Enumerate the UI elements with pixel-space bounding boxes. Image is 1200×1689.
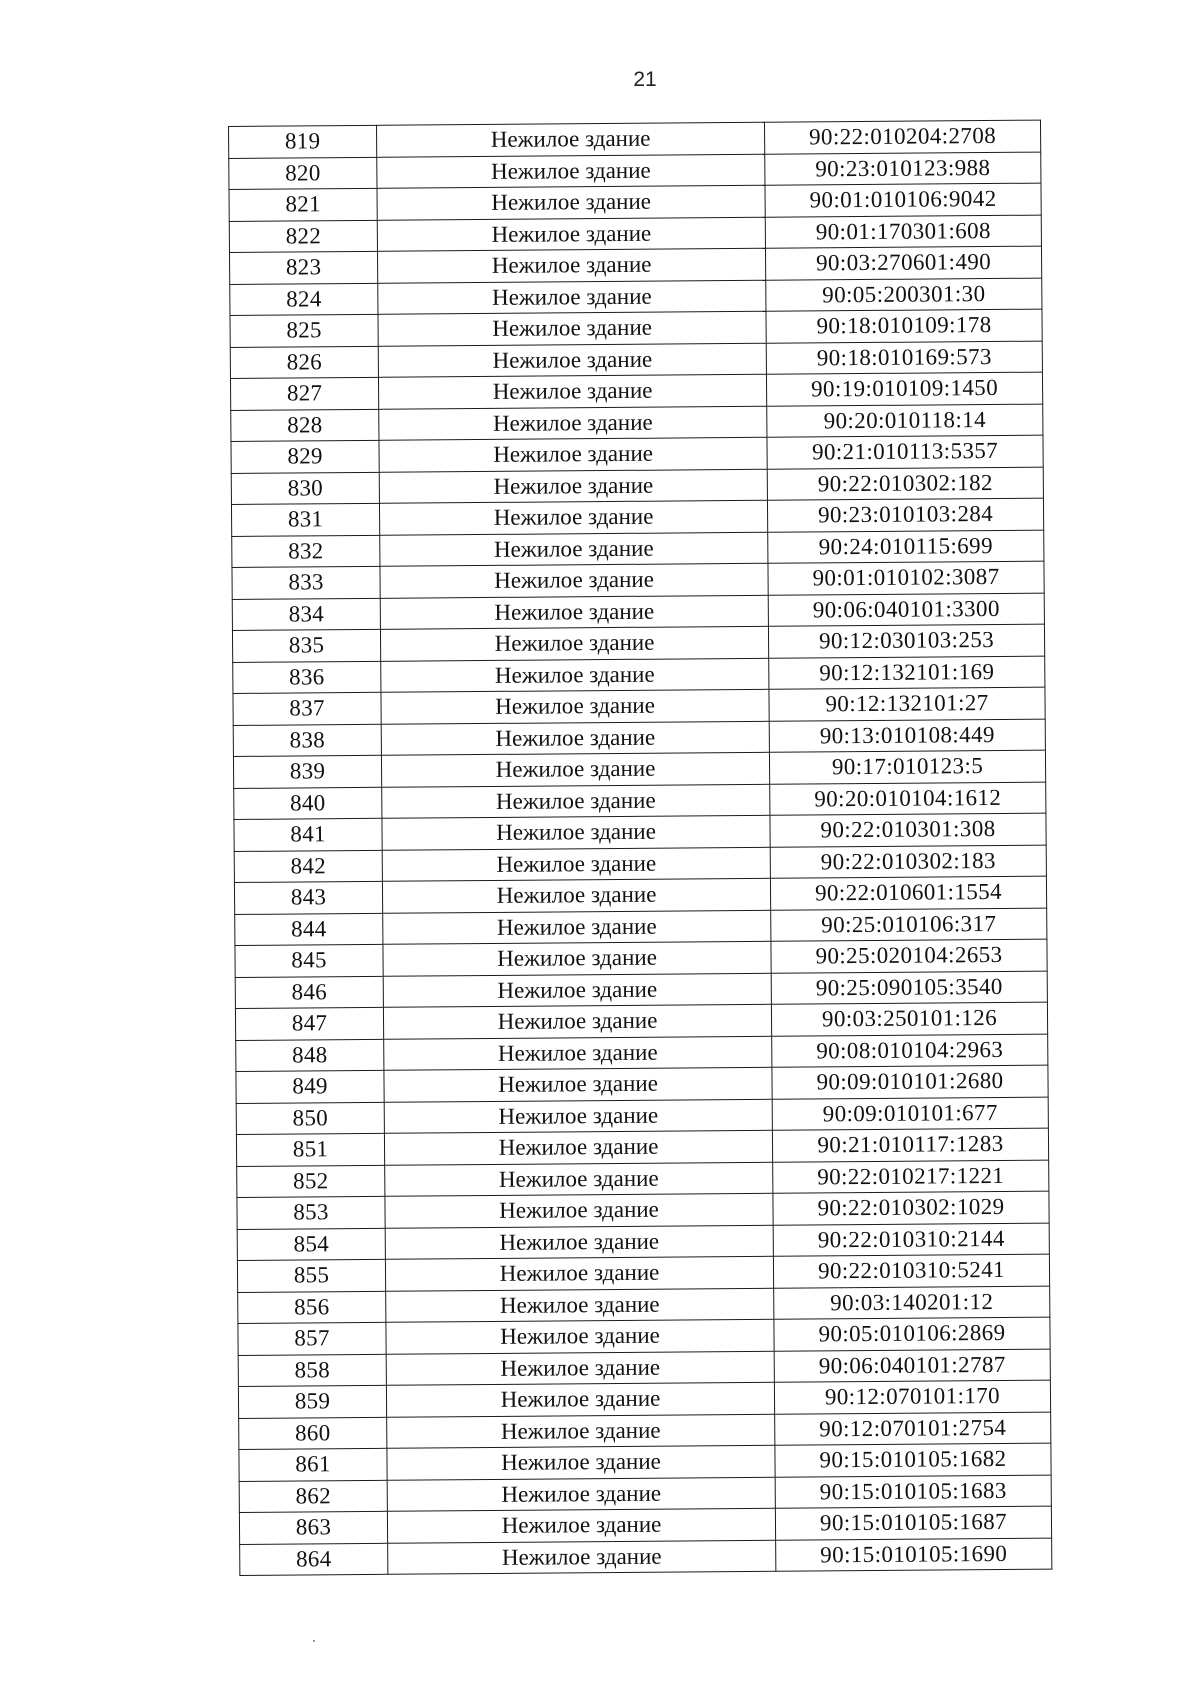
object-type-cell: Нежилое здание: [379, 500, 767, 535]
object-type-cell: Нежилое здание: [382, 784, 770, 819]
object-type-cell: Нежилое здание: [378, 280, 766, 315]
row-number-cell: 861: [239, 1448, 387, 1481]
row-number-cell: 835: [232, 629, 380, 662]
cadastral-number-cell: 90:03:140201:12: [774, 1286, 1050, 1320]
row-number-cell: 822: [229, 220, 377, 253]
cadastral-number-cell: 90:20:010104:1612: [770, 782, 1046, 816]
object-type-cell: Нежилое здание: [385, 1193, 773, 1228]
cadastral-number-cell: 90:12:030103:253: [768, 624, 1044, 658]
row-number-cell: 856: [238, 1291, 386, 1324]
registry-table-body: [229, 120, 1052, 1575]
row-number-cell: 834: [232, 598, 380, 631]
object-type-cell: Нежилое здание: [377, 185, 765, 220]
object-type-cell: Нежилое здание: [377, 154, 765, 189]
row-number-cell: 849: [236, 1070, 384, 1103]
object-type-cell: Нежилое здание: [381, 721, 769, 756]
cadastral-number-cell: 90:18:010169:573: [766, 341, 1042, 375]
scan-speck: [313, 1640, 315, 1642]
object-type-cell: Нежилое здание: [380, 626, 768, 661]
object-type-cell: Нежилое здание: [383, 910, 771, 945]
object-type-cell: Нежилое здание: [382, 847, 770, 882]
row-number-cell: 819: [229, 125, 377, 158]
row-number-cell: 830: [231, 472, 379, 505]
row-number-cell: 854: [237, 1228, 385, 1261]
object-type-cell: Нежилое здание: [386, 1382, 774, 1417]
object-type-cell: Нежилое здание: [387, 1445, 775, 1480]
cadastral-number-cell: 90:22:010310:2144: [773, 1223, 1049, 1257]
cadastral-number-cell: 90:05:010106:2869: [774, 1317, 1050, 1351]
row-number-cell: 820: [229, 157, 377, 190]
object-type-cell: Нежилое здание: [384, 1099, 772, 1134]
cadastral-number-cell: 90:19:010109:1450: [766, 372, 1042, 406]
cadastral-number-cell: 90:22:010310:5241: [773, 1254, 1049, 1288]
cadastral-number-cell: 90:22:010302:1029: [773, 1191, 1049, 1225]
cadastral-number-cell: 90:15:010105:1683: [775, 1475, 1051, 1509]
row-number-cell: 846: [235, 976, 383, 1009]
object-type-cell: Нежилое здание: [386, 1351, 774, 1386]
row-number-cell: 843: [234, 881, 382, 914]
cadastral-number-cell: 90:06:040101:2787: [774, 1349, 1050, 1383]
cadastral-number-cell: 90:15:010105:1687: [775, 1506, 1051, 1540]
row-number-cell: 823: [229, 251, 377, 284]
cadastral-number-cell: 90:22:010204:2708: [764, 120, 1040, 154]
cadastral-number-cell: 90:24:010115:699: [768, 530, 1044, 564]
row-number-cell: 852: [237, 1165, 385, 1198]
object-type-cell: Нежилое здание: [377, 217, 765, 252]
object-type-cell: Нежилое здание: [382, 815, 770, 850]
object-type-cell: Нежилое здание: [385, 1225, 773, 1260]
cadastral-number-cell: 90:09:010101:677: [772, 1097, 1048, 1131]
row-number-cell: 863: [239, 1511, 387, 1544]
row-number-cell: 840: [234, 787, 382, 820]
cadastral-number-cell: 90:12:132101:27: [769, 687, 1045, 721]
object-type-cell: Нежилое здание: [381, 689, 769, 724]
row-number-cell: 844: [235, 913, 383, 946]
object-type-cell: Нежилое здание: [378, 343, 766, 378]
cadastral-number-cell: 90:09:010101:2680: [772, 1065, 1048, 1099]
cadastral-number-cell: 90:23:010123:988: [765, 152, 1041, 186]
row-number-cell: 824: [230, 283, 378, 316]
cadastral-number-cell: 90:15:010105:1682: [775, 1443, 1051, 1477]
object-type-cell: Нежилое здание: [378, 311, 766, 346]
cadastral-number-cell: 90:18:010109:178: [766, 309, 1042, 343]
cadastral-number-cell: 90:21:010113:5357: [767, 435, 1043, 469]
row-number-cell: 839: [233, 755, 381, 788]
cadastral-number-cell: 90:22:010302:182: [767, 467, 1043, 501]
row-number-cell: 831: [231, 503, 379, 536]
object-type-cell: Нежилое здание: [377, 248, 765, 283]
row-number-cell: 845: [235, 944, 383, 977]
object-type-cell: Нежилое здание: [379, 406, 767, 441]
cadastral-number-cell: 90:03:270601:490: [765, 246, 1041, 280]
object-type-cell: Нежилое здание: [380, 532, 768, 567]
object-type-cell: Нежилое здание: [380, 563, 768, 598]
cadastral-number-cell: 90:25:020104:2653: [771, 939, 1047, 973]
registry-table-wrapper: [228, 120, 1052, 1576]
row-number-cell: 858: [238, 1354, 386, 1387]
row-number-cell: 862: [239, 1480, 387, 1513]
row-number-cell: 833: [232, 566, 380, 599]
object-type-cell: Нежилое здание: [384, 1130, 772, 1165]
cadastral-number-cell: 90:22:010217:1221: [773, 1160, 1049, 1194]
cadastral-number-cell: 90:08:010104:2963: [772, 1034, 1048, 1068]
row-number-cell: 860: [239, 1417, 387, 1450]
object-type-cell: Нежилое здание: [383, 973, 771, 1008]
object-type-cell: Нежилое здание: [381, 752, 769, 787]
object-type-cell: Нежилое здание: [383, 1004, 771, 1039]
row-number-cell: 829: [231, 440, 379, 473]
row-number-cell: 848: [236, 1039, 384, 1072]
row-number-cell: 825: [230, 314, 378, 347]
page-number: 21: [633, 68, 657, 91]
object-type-cell: Нежилое здание: [379, 469, 767, 504]
row-number-cell: 837: [233, 692, 381, 725]
cadastral-number-cell: 90:13:010108:449: [769, 719, 1045, 753]
cadastral-number-cell: 90:25:090105:3540: [771, 971, 1047, 1005]
object-type-cell: Нежилое здание: [383, 941, 771, 976]
cadastral-number-cell: 90:20:010118:14: [767, 404, 1043, 438]
cadastral-number-cell: 90:01:010106:9042: [765, 183, 1041, 217]
object-type-cell: Нежилое здание: [385, 1162, 773, 1197]
cadastral-number-cell: 90:15:010105:1690: [776, 1538, 1052, 1572]
cadastral-number-cell: 90:22:010302:183: [770, 845, 1046, 879]
object-type-cell: Нежилое здание: [384, 1036, 772, 1071]
row-number-cell: 838: [233, 724, 381, 757]
cadastral-number-cell: 90:05:200301:30: [766, 278, 1042, 312]
object-type-cell: Нежилое здание: [386, 1288, 774, 1323]
object-type-cell: Нежилое здание: [386, 1319, 774, 1354]
row-number-cell: 841: [234, 818, 382, 851]
object-type-cell: Нежилое здание: [382, 878, 770, 913]
row-number-cell: 821: [229, 188, 377, 221]
row-number-cell: 836: [233, 661, 381, 694]
row-number-cell: 851: [236, 1133, 384, 1166]
cadastral-number-cell: 90:01:010102:3087: [768, 561, 1044, 595]
cadastral-number-cell: 90:12:070101:2754: [775, 1412, 1051, 1446]
object-type-cell: Нежилое здание: [387, 1414, 775, 1449]
row-number-cell: 826: [230, 346, 378, 379]
row-number-cell: 832: [232, 535, 380, 568]
cadastral-number-cell: 90:23:010103:284: [767, 498, 1043, 532]
cadastral-number-cell: 90:01:170301:608: [765, 215, 1041, 249]
registry-table: [228, 120, 1052, 1576]
object-type-cell: Нежилое здание: [387, 1508, 775, 1543]
cadastral-number-cell: 90:12:132101:169: [769, 656, 1045, 690]
row-number-cell: 828: [231, 409, 379, 442]
object-type-cell: Нежилое здание: [380, 595, 768, 630]
row-number-cell: 827: [230, 377, 378, 410]
object-type-cell: Нежилое здание: [387, 1477, 775, 1512]
object-type-cell: Нежилое здание: [379, 437, 767, 472]
object-type-cell: Нежилое здание: [384, 1067, 772, 1102]
object-type-cell: Нежилое здание: [388, 1540, 776, 1575]
row-number-cell: 847: [235, 1007, 383, 1040]
cadastral-number-cell: 90:03:250101:126: [771, 1002, 1047, 1036]
object-type-cell: Нежилое здание: [381, 658, 769, 693]
cadastral-number-cell: 90:17:010123:5: [769, 750, 1045, 784]
row-number-cell: 857: [238, 1322, 386, 1355]
cadastral-number-cell: 90:22:010301:308: [770, 813, 1046, 847]
cadastral-number-cell: 90:22:010601:1554: [770, 876, 1046, 910]
object-type-cell: Нежилое здание: [385, 1256, 773, 1291]
cadastral-number-cell: 90:06:040101:3300: [768, 593, 1044, 627]
row-number-cell: 859: [238, 1385, 386, 1418]
cadastral-number-cell: 90:21:010117:1283: [772, 1128, 1048, 1162]
object-type-cell: Нежилое здание: [376, 122, 764, 157]
cadastral-number-cell: 90:25:010106:317: [771, 908, 1047, 942]
cadastral-number-cell: 90:12:070101:170: [774, 1380, 1050, 1414]
row-number-cell: 864: [240, 1543, 388, 1576]
row-number-cell: 853: [237, 1196, 385, 1229]
row-number-cell: 842: [234, 850, 382, 883]
object-type-cell: Нежилое здание: [378, 374, 766, 409]
row-number-cell: 850: [236, 1102, 384, 1135]
row-number-cell: 855: [237, 1259, 385, 1292]
table-row: [240, 1538, 1052, 1576]
